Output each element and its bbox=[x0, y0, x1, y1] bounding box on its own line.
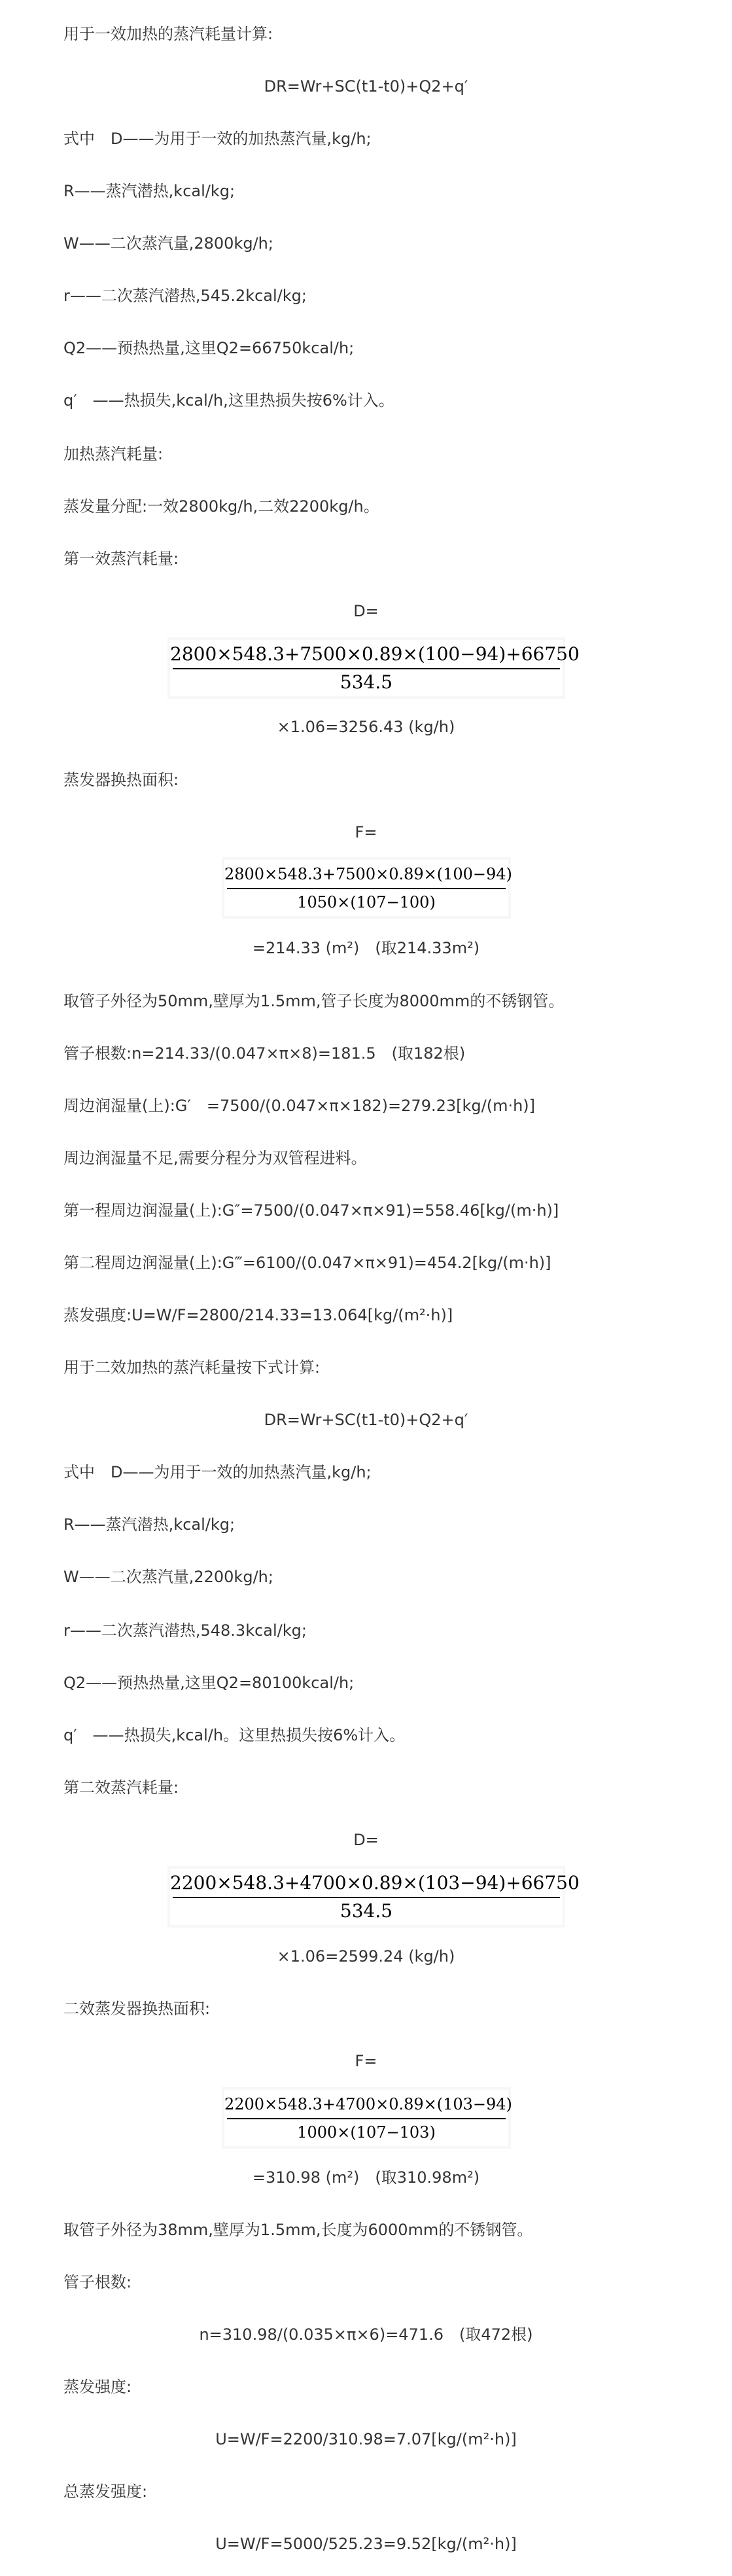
text-line: 总蒸发强度: bbox=[63, 2482, 148, 2501]
text-line: 第二效蒸汽耗量: bbox=[63, 1778, 179, 1797]
fraction-numerator: 2200×548.3+4700×0.89×(103−94)+66750 bbox=[170, 1872, 580, 1894]
text-line: Q2——预热热量,这里Q2=66750kcal/h; bbox=[63, 339, 355, 357]
text-line: 式中 D——为用于一效的加热蒸汽量,kg/h; bbox=[63, 1463, 372, 1481]
formula-line: ×1.06=3256.43 (kg/h) bbox=[277, 718, 455, 736]
text-line: 第一效蒸汽耗量: bbox=[63, 550, 179, 568]
fraction-bar bbox=[227, 2118, 506, 2119]
formula-line: =214.33 (m²) (取214.33m²) bbox=[252, 939, 480, 957]
formula-line: F= bbox=[355, 823, 377, 841]
fraction-denominator: 1050×(107−100) bbox=[297, 893, 436, 911]
formula-line: DR=Wr+SC(t1-t0)+Q2+q′ bbox=[264, 77, 468, 96]
fraction-d2 bbox=[170, 1869, 580, 1925]
formula-line: D= bbox=[353, 1831, 379, 1849]
text-line: Q2——预热热量,这里Q2=80100kcal/h; bbox=[63, 1674, 355, 1692]
formula-line: ×1.06=2599.24 (kg/h) bbox=[277, 1947, 455, 1966]
text-line: R——蒸汽潜热,kcal/kg; bbox=[63, 182, 235, 200]
fraction-numerator: 2800×548.3+7500×0.89×(100−94) bbox=[224, 865, 512, 883]
text-line: 蒸发强度:U=W/F=2800/214.33=13.064[kg/(m²·h)] bbox=[63, 1306, 453, 1324]
fraction-f1 bbox=[224, 860, 512, 916]
text-line: 加热蒸汽耗量: bbox=[63, 445, 164, 463]
text-line: 式中 D——为用于一效的加热蒸汽量,kg/h; bbox=[63, 130, 372, 148]
text-line: 用于二效加热的蒸汽耗量按下式计算: bbox=[63, 1358, 321, 1377]
text-line: 取管子外径为38mm,壁厚为1.5mm,长度为6000mm的不锈钢管。 bbox=[63, 2221, 533, 2239]
text-line: 第二程周边润湿量(上):G‴=6100/(0.047×π×91)=454.2[kg/(m·h)] bbox=[63, 1254, 551, 1272]
text-line: q′ ——热损失,kcal/h。这里热损失按6%计入。 bbox=[63, 1726, 406, 1744]
text-line: 二效蒸发器换热面积: bbox=[63, 2000, 211, 2018]
formula-line: U=W/F=5000/525.23=9.52[kg/(m²·h)] bbox=[215, 2535, 517, 2553]
fraction-d1 bbox=[170, 640, 580, 696]
text-line: 取管子外径为50mm,壁厚为1.5mm,管子长度为8000mm的不锈钢管。 bbox=[63, 992, 565, 1010]
text-line: W——二次蒸汽量,2800kg/h; bbox=[63, 234, 273, 253]
fraction-denominator: 1000×(107−103) bbox=[297, 2123, 436, 2142]
formula-line: D= bbox=[353, 602, 379, 620]
fraction-f2 bbox=[224, 2090, 512, 2146]
text-line: 用于一效加热的蒸汽耗量计算: bbox=[63, 25, 273, 43]
fraction-numerator: 2800×548.3+7500×0.89×(100−94)+66750 bbox=[170, 643, 580, 665]
fraction-numerator: 2200×548.3+4700×0.89×(103−94) bbox=[224, 2095, 512, 2113]
text-line: 蒸发器换热面积: bbox=[63, 771, 179, 789]
fraction-bar bbox=[173, 668, 560, 669]
fraction-bar bbox=[227, 888, 506, 889]
fraction-denominator: 534.5 bbox=[340, 1900, 393, 1922]
text-line: 管子根数: bbox=[63, 2273, 132, 2291]
text-line: 蒸发量分配:一效2800kg/h,二效2200kg/h。 bbox=[63, 497, 379, 516]
text-line: 周边润湿量(上):G′ =7500/(0.047×π×182)=279.23[kg/(m·h)] bbox=[63, 1097, 536, 1115]
formula-line: U=W/F=2200/310.98=7.07[kg/(m²·h)] bbox=[215, 2430, 517, 2448]
text-line: R——蒸汽潜热,kcal/kg; bbox=[63, 1515, 235, 1534]
text-line: 周边润湿量不足,需要分程分为双管程进料。 bbox=[63, 1149, 367, 1167]
formula-line: F= bbox=[355, 2052, 377, 2070]
text-line: r——二次蒸汽潜热,548.3kcal/kg; bbox=[63, 1621, 307, 1640]
fraction-denominator: 534.5 bbox=[340, 671, 393, 693]
formula-line: DR=Wr+SC(t1-t0)+Q2+q′ bbox=[264, 1411, 468, 1429]
text-line: W——二次蒸汽量,2200kg/h; bbox=[63, 1568, 273, 1586]
text-line: r——二次蒸汽潜热,545.2kcal/kg; bbox=[63, 287, 307, 305]
text-line: 第一程周边润湿量(上):G″=7500/(0.047×π×91)=558.46[kg/(m·h)] bbox=[63, 1201, 559, 1220]
text-line: 蒸发强度: bbox=[63, 2378, 132, 2396]
text-line: q′ ——热损失,kcal/h,这里热损失按6%计入。 bbox=[63, 391, 394, 410]
formula-line: n=310.98/(0.035×π×6)=471.6 (取472根) bbox=[199, 2325, 533, 2344]
fraction-bar bbox=[173, 1897, 560, 1898]
formula-line: =310.98 (m²) (取310.98m²) bbox=[252, 2168, 480, 2187]
text-line: 管子根数:n=214.33/(0.047×π×8)=181.5 (取182根) bbox=[63, 1044, 466, 1063]
